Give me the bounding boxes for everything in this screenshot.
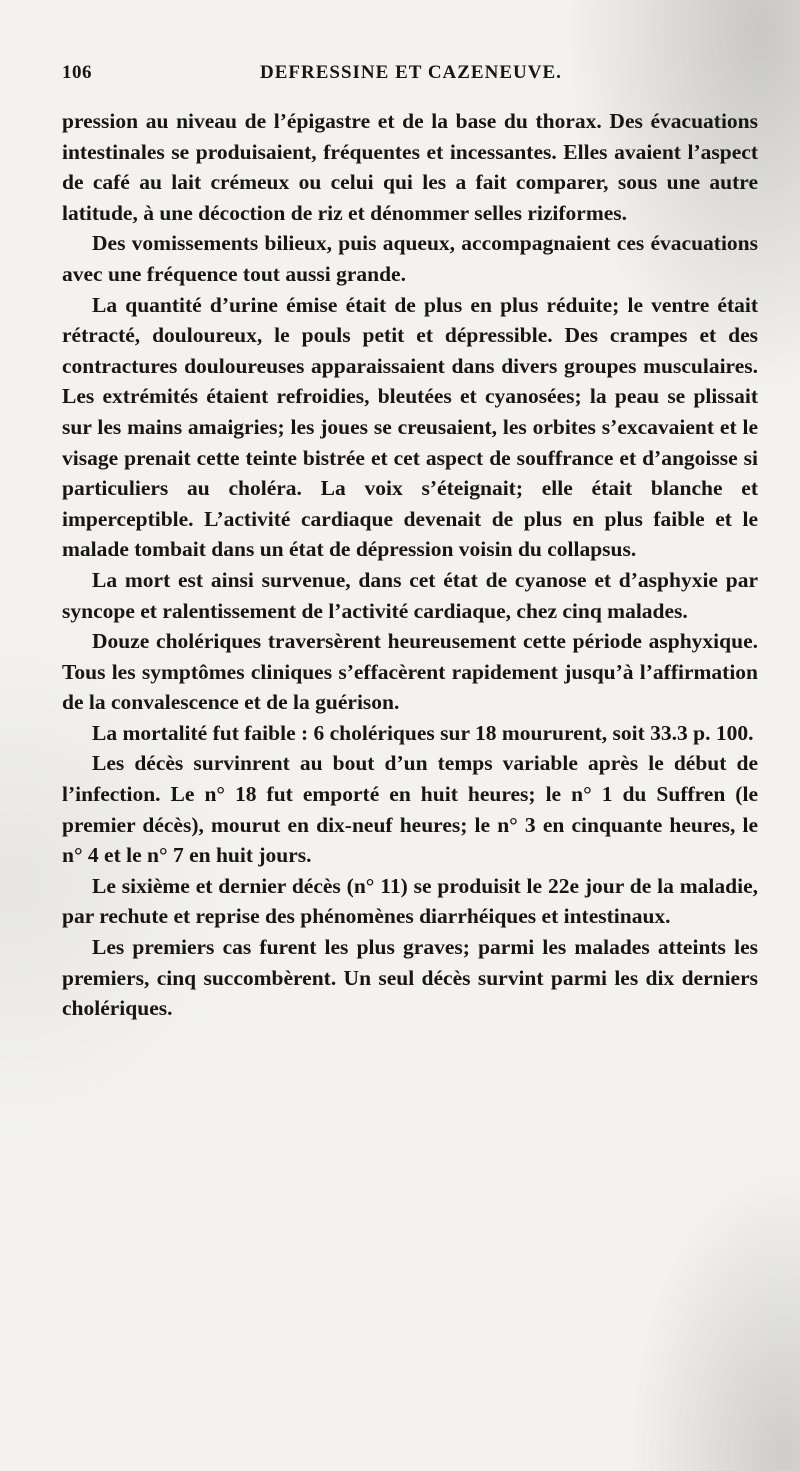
paragraph-8: Le sixième et dernier décès (n° 11) se produisit le 22e jour de la maladie, par rechute et reprise des phénomènes diarrhéiques et intestinaux.	[62, 873, 758, 929]
paragraph-3: La quantité d’urine émise était de plus en plus réduite; le ventre était rétracté, douloureux, le pouls petit et dépressible. Des crampes et des contractures douloureuses apparaissaient dans divers groupes musculaires. Les extrémités étaient refroidies, bleutées et cyanosées; la peau se plissait sur les mains amaigries; les joues se creusaient, les orbites s’excavaient et le visage prenait cette teinte bistrée et cet aspect de souffrance et d’angoisse si particuliers au choléra. La voix s’éteignait; elle était blanche et imperceptible. L’activité cardiaque devenait de plus en plus faible et le malade tombait dans un état de dépression voisin du collapsus.	[62, 292, 758, 562]
page-header	[62, 62, 758, 90]
body-text	[62, 106, 758, 1024]
paragraph-1: pression au niveau de l’épigastre et de la base du thorax. Des évacuations intestinales se produisaient, fréquentes et incessantes. Elles avaient l’aspect de café au lait crémeux ou celui qui les a fait comparer, sous une autre latitude, à une décoction de riz et dénommer selles riziformes.	[62, 109, 758, 225]
paragraph-7: Les décès survinrent au bout d’un temps variable après le début de l’infection. Le n° 18 fut emporté en huit heures; le n° 1 du Suffren (le premier décès), mourut en dix-neuf heures; le n° 3 en cinquante heures, le n° 4 et le n° 7 en huit jours.	[62, 751, 758, 868]
paragraph-5: Douze cholériques traversèrent heureusement cette période asphyxique. Tous les symptômes cliniques s’effacèrent rapidement jusqu’à l’affirmation de la convalescence et de la guérison.	[62, 629, 758, 715]
paragraph-6: La mortalité fut faible : 6 cholériques sur 18 moururent, soit 33.3 p. 100.	[92, 720, 754, 745]
page-number: 106	[62, 62, 92, 83]
running-head: DEFRESSINE ET CAZENEUVE.	[260, 62, 562, 83]
paragraph-2: Des vomissements bilieux, puis aqueux, accompagnaient ces évacuations avec une fréquence tout aussi grande.	[62, 231, 758, 286]
paragraph-4: La mort est ainsi survenue, dans cet état de cyanose et d’asphyxie par syncope et ralentissement de l’activité cardiaque, chez cinq malades.	[62, 567, 758, 623]
paragraph-9: Les premiers cas furent les plus graves; parmi les malades atteints les premiers, cinq succombèrent. Un seul décès survint parmi les dix derniers cholériques.	[62, 935, 758, 1021]
